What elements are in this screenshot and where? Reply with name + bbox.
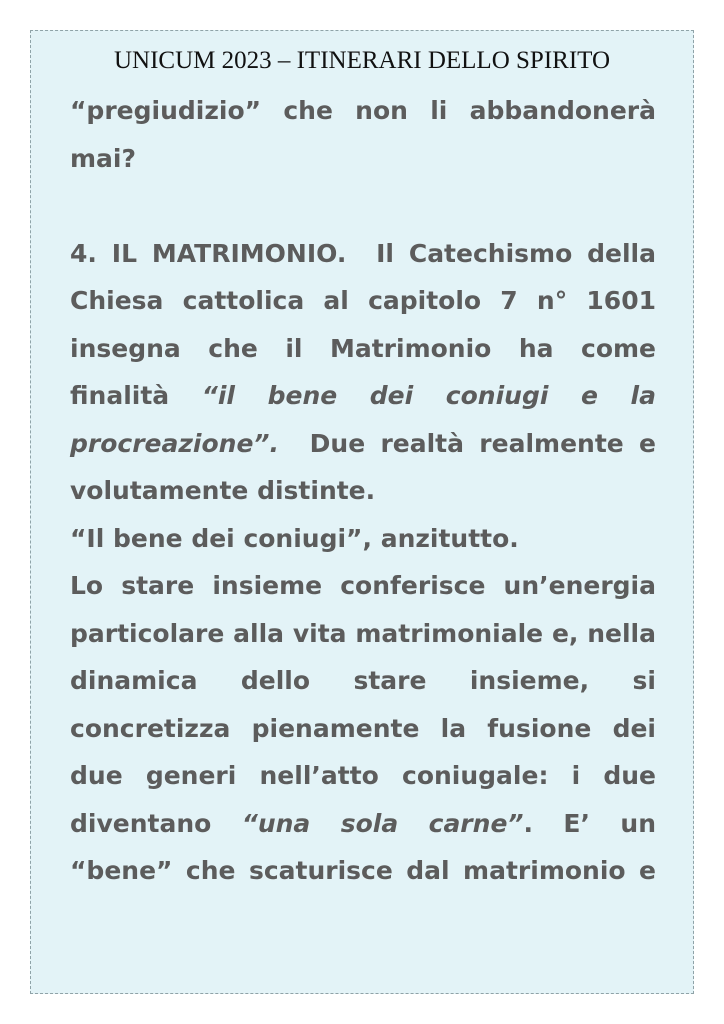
paragraph-stare-insieme	[70, 562, 656, 895]
body-text	[70, 87, 656, 895]
paragraph-bene-coniugi	[70, 515, 656, 563]
document-page	[30, 30, 694, 994]
paragraph-stare-insieme-text-a: Lo stare insieme conferisce un’energia particolare alla vita matrimoniale e, nella dinamica dello stare insieme, si concretizza pienamente la fusione dei due generi nell’atto coniugale: i due diventano	[70, 571, 656, 838]
paragraph-matrimonio-text-a: Il Catechismo della Chiesa cattolica al capitolo 7 n° 1601 insegna che il Matrimonio ha come finalità	[70, 238, 656, 410]
paragraph-bene-coniugi-text: “Il bene dei coniugi”, anzitutto.	[70, 523, 519, 553]
paragraph-continuation-text: “pregiudizio” che non li abbandonerà mai?	[70, 96, 656, 173]
section-heading: 4. IL MATRIMONIO.	[70, 238, 347, 268]
paragraph-matrimonio	[70, 230, 656, 515]
una-sola-carne-quote: “una sola carne”	[241, 808, 524, 838]
catechism-quote: “il bene dei coniugi e la procreazione”.	[70, 381, 656, 458]
paragraph-continuation	[70, 87, 656, 182]
paragraph-matrimonio-text-b: Due realtà realmente e volutamente distinte.	[70, 428, 656, 505]
running-header: UNICUM 2023 – ITINERARI DELLO SPIRITO	[113, 47, 611, 74]
paragraph-stare-insieme-text-b: . E’ un “bene” che scaturisce dal matrimonio e	[70, 808, 656, 885]
paragraph-spacer	[70, 182, 656, 230]
